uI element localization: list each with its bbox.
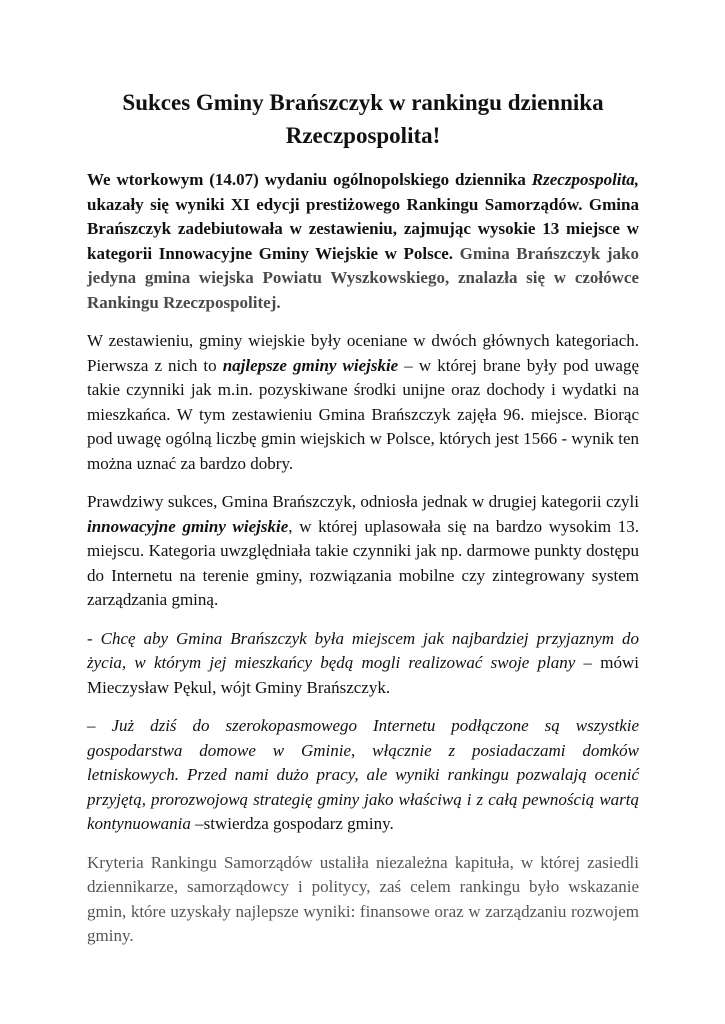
document-page — [87, 86, 639, 963]
paragraph-success — [87, 490, 639, 613]
para3-text-2: , w której uplasowała się na bardzo wysokim 13. miejscu. Kategoria uwzględniała takie czynniki jak np. darmowe punkty dostępu do Internetu na terenie gminy, rozwiązania mobilne czy zintegrowany system zarządzania gminą. — [87, 516, 639, 609]
para3-text-1: Prawdziwy sukces, Gmina Brańszczyk, odniosła jednak w drugiej kategorii czyli — [87, 492, 639, 511]
lead-paragraph — [87, 168, 639, 315]
quote2-text: Już dziś do szerokopasmowego Internetu podłączone są wszystkie gospodarstwa domowe w Gminie, włącznie z posiadaczami domków letniskowych. Przed nami dużo pracy, ale wyniki rankingu pozwalają ocenić przyjętą, prorozwojową strategię gminy jako właściwą i z całą pewnością wartą kontynuowania — [87, 716, 640, 833]
quote-internet — [87, 714, 639, 837]
lead-text-2: ukazały się wyniki XI edycji prestiżowego Rankingu Samorządów. Gmina Brańszczyk zadebiutowała w zestawieniu, zajmując wysokie 13 miejsce w kategorii Innowacyjne Gminy Wiejskie w Polsce. — [87, 194, 639, 263]
para2-text-1: W zestawieniu, gminy wiejskie były oceniane w dwóch głównych kategoriach. Pierwsza z nich to — [87, 331, 639, 375]
quote2-dash: – — [87, 716, 112, 735]
quote2-attribution: –stwierdza gospodarz gminy. — [190, 814, 394, 833]
lead-text-1: We wtorkowym (14.07) wydaniu ogólnopolskiego dziennika — [87, 170, 532, 189]
newspaper-name: Rzeczpospolita, — [531, 170, 639, 189]
quote1-text: Chcę aby Gmina Brańszczyk była miejscem jak najbardziej przyjaznym do życia, w którym jej mieszkańcy będą mogli realizować swoje plany — [87, 628, 639, 672]
category-innovative-rural: innowacyjne gminy wiejskie — [87, 516, 289, 536]
category-best-rural: najlepsze gminy wiejskie — [222, 355, 399, 375]
lead-text-highlight: Gmina Brańszczyk jako jedyna gmina wiejska Powiatu Wyszkowskiego, znalazła się w czołówce Rankingu Rzeczpospolitej. — [87, 243, 640, 312]
paragraph-criteria: Kryteria Rankingu Samorządów ustaliła niezależna kapituła, w której zasiedli dziennikarze, samorządowcy i politycy, zaś celem rankingu było wskazanie gmin, które uzyskały najlepsze wyniki: finansowe oraz w zarządzaniu rozwojem gminy. — [87, 852, 639, 945]
article-title: Sukces Gminy Brańszczyk w rankingu dziennika Rzeczpospolita! — [122, 90, 604, 148]
quote-mayor — [87, 627, 639, 701]
quote1-dash: - — [87, 628, 101, 648]
para2-text-2: – w której brane były pod uwagę takie czynniki jak m.in. pozyskiwane środki unijne oraz dochody i wydatki na mieszkańca. W tym zestawieniu Gmina Brańszczyk zajęła 96. miejsce. Biorąc pod uwagę ogólną liczbę gmin wiejskich w Polsce, których jest 1566 - wynik ten można uznać za bardzo dobry. — [87, 355, 640, 473]
quote1-attribution: – mówi Mieczysław Pękul, wójt Gminy Brańszczyk. — [87, 653, 639, 697]
paragraph-categories — [87, 329, 639, 476]
